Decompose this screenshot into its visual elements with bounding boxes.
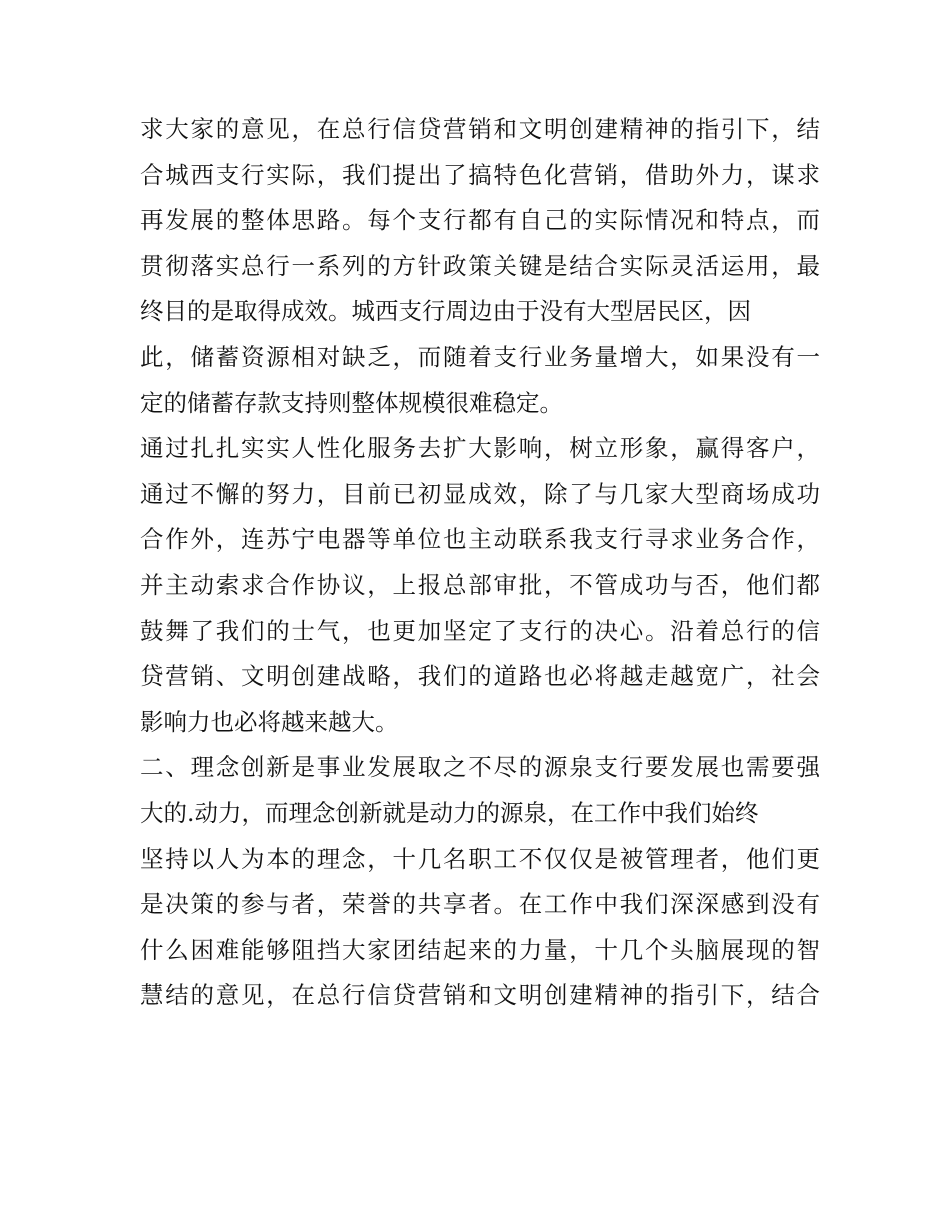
text-line-13: 贷营销、文明创建战略，我们的道路也必将越走越宽广，社会 xyxy=(140,662,820,691)
text-line-11: 并主动索求合作协议，上报总部审批，不管成功与否，他们都 xyxy=(140,570,820,599)
text-line-6: 此，储蓄资源相对缺乏，而随着支行业务量增大，如果没有一 xyxy=(140,342,820,371)
body-text xyxy=(140,107,820,1019)
text-line-8: 通过扎扎实实人性化服务去扩大影响，树立形象，赢得客户， xyxy=(140,434,820,463)
text-line-14: 影响力也必将越来越大。 xyxy=(140,707,399,736)
text-line-7: 定的储蓄存款支持则整体规模很难稳定。 xyxy=(140,388,563,417)
text-line-18: 是决策的参与者，荣誉的共享者。在工作中我们深深感到没有 xyxy=(140,890,820,919)
text-line-1: 求大家的意见，在总行信贷营销和文明创建精神的指引下，结 xyxy=(140,115,820,143)
text-line-12: 鼓舞了我们的士气，也更加坚定了支行的决心。沿着总行的信 xyxy=(140,616,820,645)
text-line-10: 合作外，连苏宁电器等单位也主动联系我支行寻求业务合作， xyxy=(140,525,820,554)
text-line-9: 通过不懈的努力，目前已初显成效，除了与几家大型商场成功 xyxy=(140,479,820,508)
text-line-5: 终目的是取得成效。城西支行周边由于没有大型居民区，因 xyxy=(140,297,751,326)
text-line-16: 大的.动力，而理念创新就是动力的源泉，在工作中我们始终 xyxy=(140,798,759,827)
text-line-17: 坚持以人为本的理念，十几名职工不仅仅是被管理者，他们更 xyxy=(140,844,820,873)
text-line-2: 合城西支行实际，我们提出了搞特色化营销，借助外力，谋求 xyxy=(140,160,820,189)
text-line-19: 什么困难能够阻挡大家团结起来的力量，十几个头脑展现的智 xyxy=(140,935,820,964)
text-line-15: 二、理念创新是事业发展取之不尽的源泉支行要发展也需要强 xyxy=(140,753,820,782)
text-line-20: 慧结的意见，在总行信贷营销和文明创建精神的指引下，结合 xyxy=(140,981,820,1010)
text-line-3: 再发展的整体思路。每个支行都有自己的实际情况和特点，而 xyxy=(140,206,820,235)
text-line-4: 贯彻落实总行一系列的方针政策关键是结合实际灵活运用，最 xyxy=(140,251,820,280)
